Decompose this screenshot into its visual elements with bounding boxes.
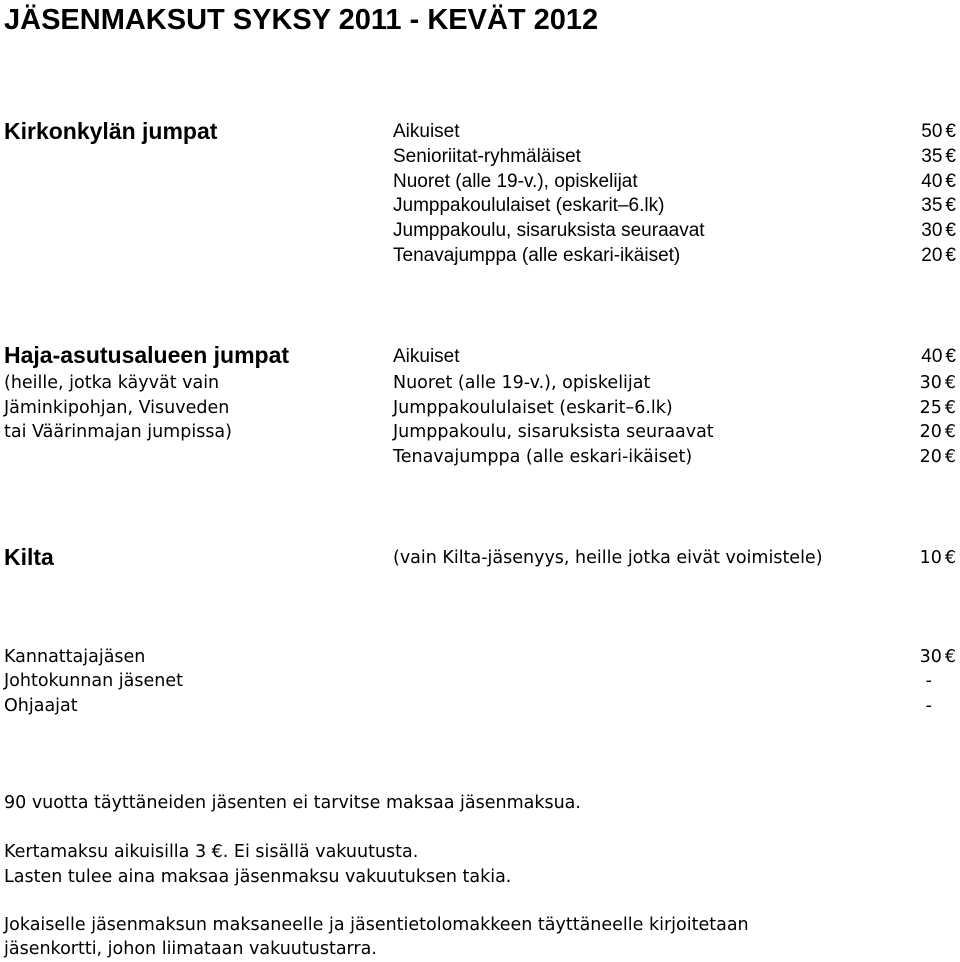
note-text: Jokaiselle jäsenmaksun maksaneelle ja jäsentietolomakkeen täyttäneelle kirjoitetaan	[4, 915, 749, 935]
fee-label: Tenavajumppa (alle eskari-ikäiset)	[393, 447, 693, 467]
fee-row	[0, 396, 960, 421]
note-text: jäsenkortti, johon liimataan vakuutustarra.	[4, 939, 377, 959]
fee-amount: 40 €	[921, 170, 956, 195]
page-title: JÄSENMAKSUT SYKSY 2011 - KEVÄT 2012	[4, 4, 599, 36]
euro-sign: €	[945, 245, 956, 266]
euro-sign: €	[944, 447, 956, 467]
fee-amount: 40 €	[921, 345, 956, 370]
euro-sign: €	[944, 548, 956, 568]
fee-amount: 30 €	[921, 219, 956, 244]
euro-sign: €	[944, 647, 956, 667]
fee-label: Jumppakoulu, sisaruksista seuraavat	[393, 220, 705, 241]
fee-row	[0, 546, 960, 571]
fee-amount: 35 €	[921, 194, 956, 219]
fee-label: Jumppakoululaiset (eskarit–6.lk)	[393, 195, 665, 216]
fee-label: Nuoret (alle 19-v.), opiskelijat	[393, 171, 638, 192]
fee-amount: 30 €	[920, 645, 956, 670]
fee-label: Jumppakoululaiset (eskarit–6.lk)	[393, 398, 673, 418]
fee-label: Tenavajumppa (alle eskari-ikäiset)	[393, 245, 681, 266]
fee-row	[0, 669, 960, 694]
fee-label: Aikuiset	[393, 346, 460, 367]
fee-label: Ohjaajat	[4, 696, 78, 716]
fee-row	[0, 244, 960, 269]
note-text: Lasten tulee aina maksaa jäsenmaksu vakuutuksen takia.	[4, 867, 512, 887]
fee-row	[0, 371, 960, 396]
fee-label: Senioriitat-ryhmäläiset	[393, 146, 581, 167]
fee-amount: 20 €	[920, 445, 956, 470]
euro-sign: €	[945, 171, 956, 192]
euro-sign: €	[945, 121, 956, 142]
fee-amount: 35 €	[921, 145, 956, 170]
fee-row	[0, 170, 960, 195]
fee-amount: 10 €	[920, 546, 956, 571]
fee-amount: 20 €	[920, 420, 956, 445]
fee-amount: 30 €	[920, 371, 956, 396]
euro-sign: €	[945, 346, 956, 367]
euro-sign: €	[945, 146, 956, 167]
note-text: 90 vuotta täyttäneiden jäsenten ei tarvitse maksaa jäsenmaksua.	[4, 793, 581, 813]
fee-amount: 50 €	[921, 120, 956, 145]
euro-sign: €	[945, 220, 956, 241]
fee-row	[0, 194, 960, 219]
section-heading-haja-asutusalue: Haja-asutusalueen jumpat	[4, 342, 290, 368]
fee-label: Jumppakoulu, sisaruksista seuraavat	[393, 422, 714, 442]
euro-sign: €	[944, 398, 956, 418]
fee-label: Nuoret (alle 19-v.), opiskelijat	[393, 373, 651, 393]
fee-amount: 25 €	[920, 396, 956, 421]
fee-amount: 20 €	[921, 244, 956, 269]
fee-row	[0, 120, 960, 145]
fee-row	[0, 345, 960, 370]
note-text: Kertamaksu aikuisilla 3 €. Ei sisällä vakuutusta.	[4, 842, 419, 862]
section-heading-kirkonkyla: Kirkonkylän jumpat	[4, 118, 218, 144]
fee-row	[0, 445, 960, 470]
fee-label: Johtokunnan jäsenet	[4, 671, 183, 691]
fee-amount: -	[925, 696, 932, 716]
fee-amount: -	[925, 671, 932, 691]
section-heading-kilta: Kilta	[4, 544, 54, 570]
section-subheading-line: (heille, jotka käyvät vain	[4, 373, 220, 393]
fee-row	[0, 645, 960, 670]
euro-sign: €	[944, 373, 956, 393]
fee-label: Kannattajajäsen	[4, 647, 146, 667]
fee-row	[0, 219, 960, 244]
fee-label: Aikuiset	[393, 121, 460, 142]
euro-sign: €	[944, 422, 956, 442]
fee-row	[0, 694, 960, 719]
fee-row	[0, 145, 960, 170]
fee-row	[0, 420, 960, 445]
section-subheading-line: Jäminkipohjan, Visuveden	[4, 398, 230, 418]
section-subheading-line: tai Väärinmajan jumpissa)	[4, 422, 232, 442]
euro-sign: €	[945, 195, 956, 216]
fee-label: (vain Kilta-jäsenyys, heille jotka eivät voimistele)	[393, 548, 823, 568]
